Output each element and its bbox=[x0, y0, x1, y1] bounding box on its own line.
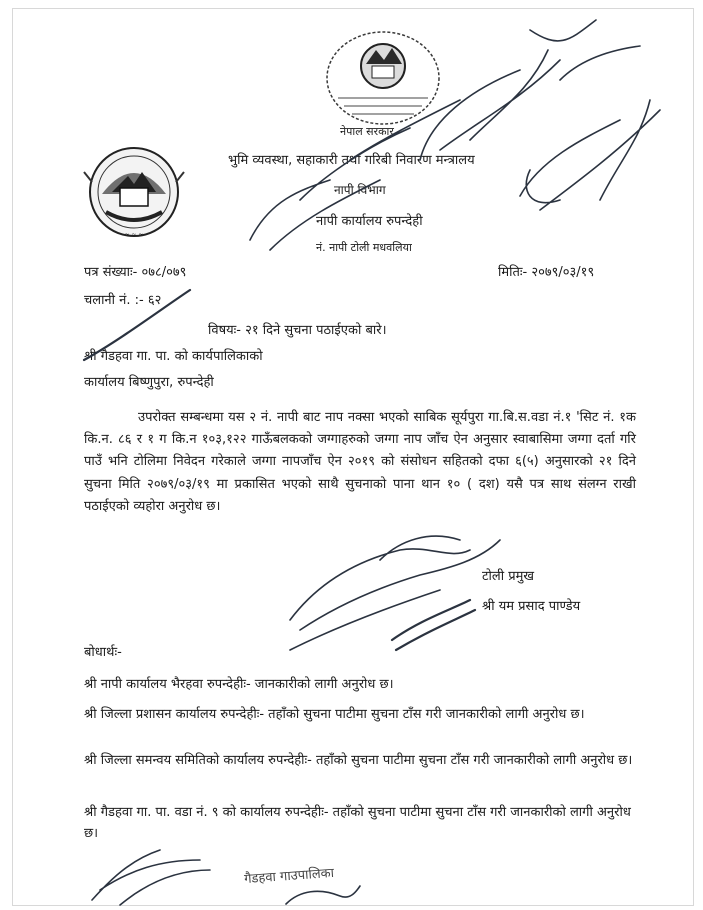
govt-label: नेपाल सरकार bbox=[340, 125, 394, 138]
team-name: नं. नापी टोली मधवलिया bbox=[316, 241, 412, 254]
handwritten-signature bbox=[290, 536, 500, 650]
letter-date: मितिः- २०७९/०३/१९ bbox=[498, 265, 595, 280]
cc-heading: बोधार्थः- bbox=[84, 645, 122, 660]
footer-stamp: गैडहवा गाउपालिका bbox=[243, 865, 335, 888]
ministry-name: भुमि व्यवस्था, सहाकारी तथा गरिबी निवारण मन्त्रालय bbox=[228, 153, 475, 168]
handwritten-note-center bbox=[250, 100, 460, 250]
pen-slash-mark bbox=[84, 290, 190, 360]
addressee-line-2: कार्यालय बिष्णुपुरा, रुपन्देही bbox=[84, 375, 214, 390]
letter-number: पत्र संख्याः- ०७८/०७९ bbox=[84, 265, 187, 280]
handwritten-number-footer bbox=[286, 886, 360, 904]
handwritten-date-right bbox=[520, 100, 660, 210]
handwritten-note-top-right bbox=[420, 20, 640, 160]
handwritten-initial-bottom bbox=[92, 850, 210, 905]
signatory-role: टोली प्रमुख bbox=[482, 569, 535, 584]
department-name: नापी विभाग bbox=[334, 183, 386, 197]
cc-item: श्री गैडहवा गा. पा. वडा नं. ९ को कार्यालय रुपन्देहीः- तहाँको सुचना पाटीमा सुचना टाँस गरी जानकारीको लागी अनुरोध छ। bbox=[84, 805, 631, 841]
seal-stamp-mark bbox=[392, 600, 475, 650]
subject-line: विषयः- २१ दिने सुचना पठाईएको बारे। bbox=[208, 323, 387, 338]
signatory-name: श्री यम प्रसाद पाण्डेय bbox=[482, 599, 581, 614]
body-text: उपरोक्त सम्बन्धमा यस २ नं. नापी बाट नाप नक्सा भएको साबिक सूर्यपुरा गा.बि.स.वडा नं.१ 'सिट नं. १क कि.न. ८६ र १ ग कि.न १०३,१२२ गाऊँबलकको जग्गाहरुको जग्गा नाप जाँच ऐन अनुसार स्वाबासिमा जग्गा दर्ता गरि पाउँ भनि टोलिमा निवेदन गरेकाले जग्गा नापजाँच ऐन २०१९ को संसोधन सहितको दफा ६(५) अनुसारको २१ दिने सुचना मिति २०७९/०३/१९ मा प्रकासित भएको साथै सुचनाको पाना थान १० ( दश) यसै पत्र साथ संलग्न राखी पठाईएको व्यहोरा अनुरोध छ। bbox=[84, 410, 636, 514]
addressee-line-1: श्री गैडहवा गा. पा. को कार्यपालिकाको bbox=[84, 349, 263, 364]
svg-text:~ ~ ~: ~ ~ ~ bbox=[124, 231, 144, 238]
cc-item: श्री नापी कार्यालय भैरहवा रुपन्देहीः- जानकारीको लागी अनुरोध छ। bbox=[84, 677, 394, 692]
dispatch-number: चलानी नं. :- ६२ bbox=[84, 293, 162, 308]
cc-item: श्री जिल्ला समन्वय समितिको कार्यालय रुपन्देहीः- तहाँको सुचना पाटीमा सुचना टाँस गरी जानकारीको लागी अनुरोध छ। bbox=[84, 753, 633, 768]
cc-item: श्री जिल्ला प्रशासन कार्यालय रुपन्देहीः- तहाँको सुचना पाटीमा सुचना टाँस गरी जानकारीको लागी अनुरोध छ। bbox=[84, 707, 585, 722]
office-name: नापी कार्यालय रुपन्देही bbox=[316, 214, 423, 229]
